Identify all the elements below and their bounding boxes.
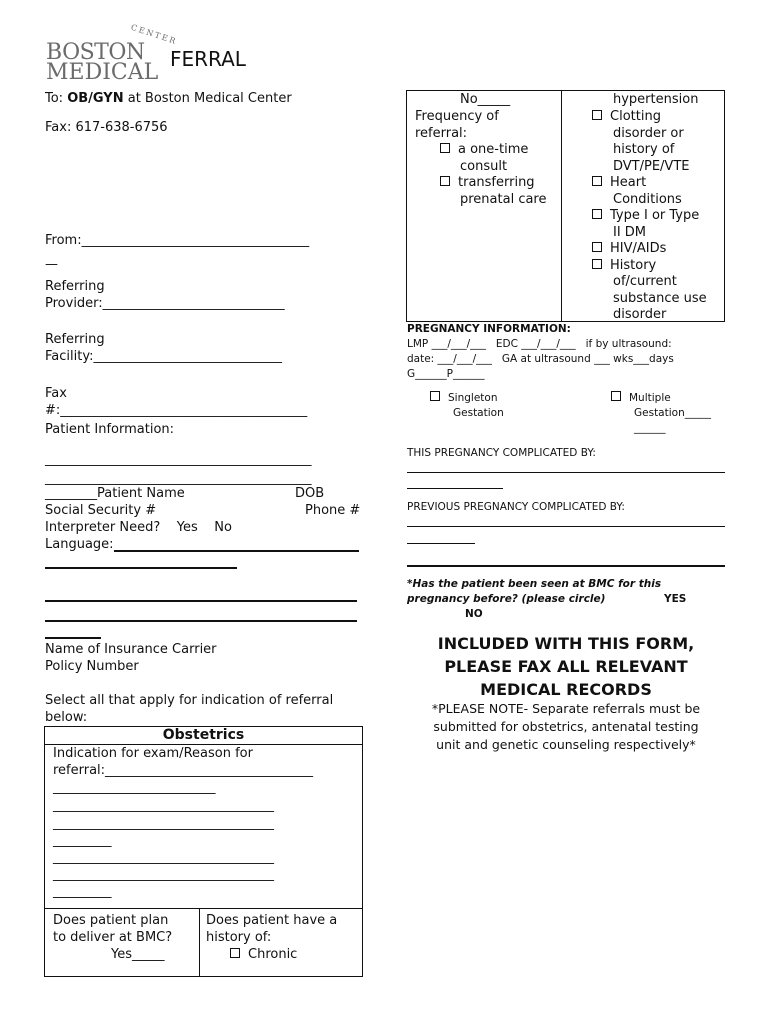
notice-note-2: submitted for obstetrics, antenatal testing <box>433 719 699 734</box>
indication-line-7[interactable]: _________ <box>53 884 112 899</box>
indication-line-5[interactable]: __________________________________ <box>53 850 274 865</box>
language-label: Language: <box>45 537 114 552</box>
substance-cont-3: disorder <box>613 307 667 322</box>
substance-cont-2: substance use <box>613 291 707 306</box>
option-transferring-cont: prenatal care <box>460 192 547 207</box>
option-one-time[interactable]: a one-time <box>440 141 528 158</box>
to-line: To: OB/GYN at Boston Medical Center <box>45 91 292 106</box>
previous-pregnancy-line-2[interactable] <box>407 543 475 544</box>
chronic-option[interactable]: Chronic <box>230 946 297 963</box>
logo-arc-text: CENTER <box>129 22 179 47</box>
checkbox-icon[interactable] <box>230 948 240 958</box>
deliver-question-cont: to deliver at BMC? <box>53 930 173 945</box>
seen-no-option[interactable]: NO <box>465 608 483 620</box>
seen-question: *Has the patient been seen at BMC for this <box>407 578 662 590</box>
multiple-cont[interactable]: Gestation_____ <box>634 407 711 419</box>
clotting-cont-2: history of <box>613 142 675 157</box>
obstetrics-col-divider <box>199 908 200 977</box>
option-clotting[interactable]: Clotting <box>592 108 661 125</box>
frequency-label-cont: referral: <box>415 126 468 141</box>
option-singleton[interactable]: Singleton <box>430 391 497 406</box>
previous-pregnancy-line-3[interactable] <box>407 565 725 567</box>
checkbox-icon[interactable] <box>440 176 450 186</box>
checkbox-icon[interactable] <box>592 259 602 269</box>
option-transferring[interactable]: transferring <box>440 174 535 191</box>
checkbox-icon[interactable] <box>430 391 440 401</box>
indication-line-2[interactable]: __________________________________ <box>53 798 274 813</box>
previous-pregnancy-label: PREVIOUS PREGNANCY COMPLICATED BY: <box>407 501 625 513</box>
blank-line-5[interactable] <box>45 637 101 639</box>
patient-blank-line-1[interactable]: _________________________________________ <box>45 452 312 467</box>
referring-facility-field[interactable]: Facility:_____________________________ <box>45 349 282 364</box>
notice-note <box>406 700 726 754</box>
indication-line-3[interactable]: __________________________________ <box>53 816 274 831</box>
policy-label: Policy Number <box>45 659 139 674</box>
from-field[interactable]: From:___________________________________ <box>45 233 310 248</box>
interpreter-question[interactable]: Interpreter Need? Yes No <box>45 520 232 535</box>
option-multiple[interactable]: Multiple <box>611 391 671 406</box>
checkbox-icon[interactable] <box>592 242 602 252</box>
pregnancy-info-heading: PREGNANCY INFORMATION: <box>407 323 571 335</box>
seen-yes-option[interactable]: YES <box>664 593 687 605</box>
logo-boston: BOSTON <box>46 40 145 65</box>
history-question: Does patient have a <box>206 913 338 928</box>
patient-info-heading: Patient Information: <box>45 422 175 437</box>
heart-cont: Conditions <box>613 192 682 207</box>
referring-provider-field[interactable]: Provider:____________________________ <box>45 296 285 311</box>
notice-note-3: unit and genetic counseling respectively* <box>436 737 696 752</box>
clotting-cont-1: disorder or <box>613 126 684 141</box>
seen-question-cont: pregnancy before? (please circle) <box>407 593 606 605</box>
form-title: FERRAL <box>170 47 246 71</box>
lmp-edc-line[interactable]: LMP ___/___/___ EDC ___/___/___ if by ultrasound: <box>407 338 672 350</box>
indication-line-1[interactable]: _________________________ <box>53 780 216 795</box>
language-line[interactable] <box>114 550 359 552</box>
option-substance[interactable]: History <box>592 257 656 274</box>
notice-line-1: INCLUDED WITH THIS FORM, <box>437 634 695 653</box>
multiple-cont-2[interactable]: ______ <box>634 422 666 434</box>
select-instruction: Select all that apply for indication of referral <box>45 693 334 708</box>
checkbox-icon[interactable] <box>440 143 450 153</box>
checkbox-icon[interactable] <box>611 391 621 401</box>
bmc-logo <box>46 22 179 86</box>
gravida-para-line[interactable]: G______P______ <box>407 368 485 380</box>
notice-heading <box>406 632 726 701</box>
notice-line-2: PLEASE FAX ALL RELEVANT <box>444 657 688 676</box>
previous-pregnancy-line-1[interactable] <box>407 526 725 527</box>
option-diabetes[interactable]: Type I or Type <box>592 207 699 224</box>
fax-label: Fax <box>45 386 67 401</box>
ultrasound-line[interactable]: date: ___/___/___ GA at ultrasound ___ wks___days <box>407 353 674 365</box>
from-field-cont: — <box>45 257 58 272</box>
singleton-cont: Gestation <box>453 407 504 419</box>
this-pregnancy-label: THIS PREGNANCY COMPLICATED BY: <box>407 447 596 459</box>
referring-provider-label: Referring <box>45 279 105 294</box>
notice-line-3: MEDICAL RECORDS <box>480 680 652 699</box>
checkbox-icon[interactable] <box>592 110 602 120</box>
option-hiv[interactable]: HIV/AIDs <box>592 240 666 257</box>
no-field[interactable]: No_____ <box>460 92 511 107</box>
blank-line-3[interactable] <box>45 600 357 602</box>
obstetrics-lower-divider <box>44 908 363 909</box>
deliver-question: Does patient plan <box>53 913 169 928</box>
option-heart[interactable]: Heart <box>592 174 646 191</box>
blank-line-4[interactable] <box>45 620 357 622</box>
this-pregnancy-line-1[interactable] <box>407 472 725 473</box>
diabetes-cont: II DM <box>613 225 647 240</box>
option-one-time-cont: consult <box>460 159 508 174</box>
patient-blank-line-2[interactable]: _________________________________________ <box>45 471 312 486</box>
dob-label: DOB <box>295 486 325 501</box>
notice-note-1: *PLEASE NOTE- Separate referrals must be <box>431 701 701 716</box>
fax-number: Fax: 617-638-6756 <box>45 120 168 135</box>
indication-field[interactable]: referral:________________________________ <box>53 763 314 778</box>
indication-label: Indication for exam/Reason for <box>53 746 253 761</box>
insurance-label: Name of Insurance Carrier <box>45 642 217 657</box>
checkbox-icon[interactable] <box>592 209 602 219</box>
deliver-yes-field[interactable]: Yes_____ <box>111 947 165 962</box>
checkbox-icon[interactable] <box>592 176 602 186</box>
indication-line-6[interactable]: __________________________________ <box>53 867 274 882</box>
frequency-label: Frequency of <box>415 109 499 124</box>
this-pregnancy-line-2[interactable] <box>407 488 503 489</box>
language-line-2[interactable] <box>45 567 237 569</box>
select-instruction-cont: below: <box>45 710 88 725</box>
history-question-cont: history of: <box>206 930 272 945</box>
fax-field[interactable]: #:______________________________________ <box>45 403 308 418</box>
indication-line-4[interactable]: _________ <box>53 833 112 848</box>
logo-medical: MEDICAL <box>46 60 159 85</box>
hypertension-label: hypertension <box>613 92 699 107</box>
ssn-label: Social Security # <box>45 503 157 518</box>
clotting-cont-3: DVT/PE/VTE <box>613 159 690 174</box>
obstetrics-heading: Obstetrics <box>162 727 245 743</box>
patient-name-label: ________Patient Name <box>45 486 185 501</box>
substance-cont-1: of/current <box>613 274 677 289</box>
table-col-divider <box>561 90 562 322</box>
phone-label: Phone # <box>305 503 361 518</box>
referring-facility-label: Referring <box>45 332 105 347</box>
